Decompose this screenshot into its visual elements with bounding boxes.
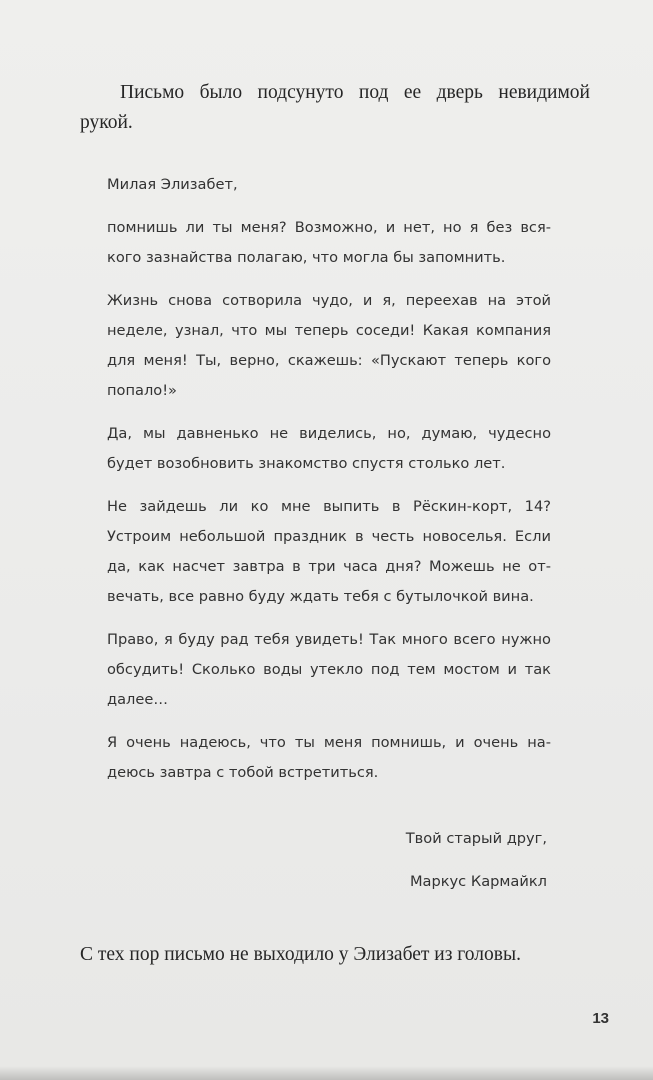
text-line: вечать, все равно буду ждать тебя с бутылочкой вина. (107, 588, 534, 605)
text-line: Да, мы давненько не виделись, но, думаю, чудесно (107, 425, 551, 442)
text-line: да, как насчет завтра в три часа дня? Можешь не от- (107, 558, 551, 575)
intro-line-1: Письмо было подсунуто под ее дверь невидимой (120, 82, 590, 103)
text-line: деюсь завтра с тобой встретиться. (107, 764, 379, 781)
letter-signoff: Твой старый друг, (405, 830, 547, 847)
letter-signature: Маркус Кармайкл (409, 873, 547, 890)
text-line: кого зазнайства полагаю, что могла бы запомнить. (107, 249, 506, 266)
text-line: для меня! Ты, верно, скажешь: «Пускают теперь кого (107, 352, 551, 369)
intro-line-2: рукой. (80, 112, 133, 133)
page-edge-shadow (0, 1066, 653, 1080)
letter-paragraph-1 (107, 213, 551, 273)
text-line: Я очень надеюсь, что ты меня помнишь, и очень на- (107, 734, 551, 751)
letter-paragraph-3 (107, 419, 551, 479)
letter-paragraph-5 (107, 625, 551, 715)
text-line: будет возобновить знакомство спустя столько лет. (107, 455, 506, 472)
letter-paragraph-2 (107, 286, 551, 406)
letter-paragraph-4 (107, 492, 551, 612)
letter-paragraph-6 (107, 728, 551, 788)
intro-paragraph (80, 78, 590, 138)
text-line: далее… (107, 691, 168, 708)
text-line: Не зайдешь ли ко мне выпить в Рёскин-корт, 14? (107, 498, 551, 515)
closing-sentence: С тех пор письмо не выходило у Элизабет из головы. (80, 944, 521, 965)
text-line: помнишь ли ты меня? Возможно, и нет, но я без вся- (107, 219, 551, 236)
letter-greeting: Милая Элизабет, (107, 176, 238, 193)
letter-body (107, 170, 551, 788)
text-line: неделе, узнал, что мы теперь соседи! Какая компания (107, 322, 551, 339)
text-line: обсудить! Сколько воды утекло под тем мостом и так (107, 661, 551, 678)
text-line: Жизнь снова сотворила чудо, и я, переехав на этой (107, 292, 551, 309)
text-line: попало!» (107, 382, 177, 399)
text-line: Устроим небольшой праздник в честь новоселья. Если (107, 528, 551, 545)
page-number: 13 (592, 1010, 609, 1027)
text-line: Право, я буду рад тебя увидеть! Так много всего нужно (107, 631, 551, 648)
